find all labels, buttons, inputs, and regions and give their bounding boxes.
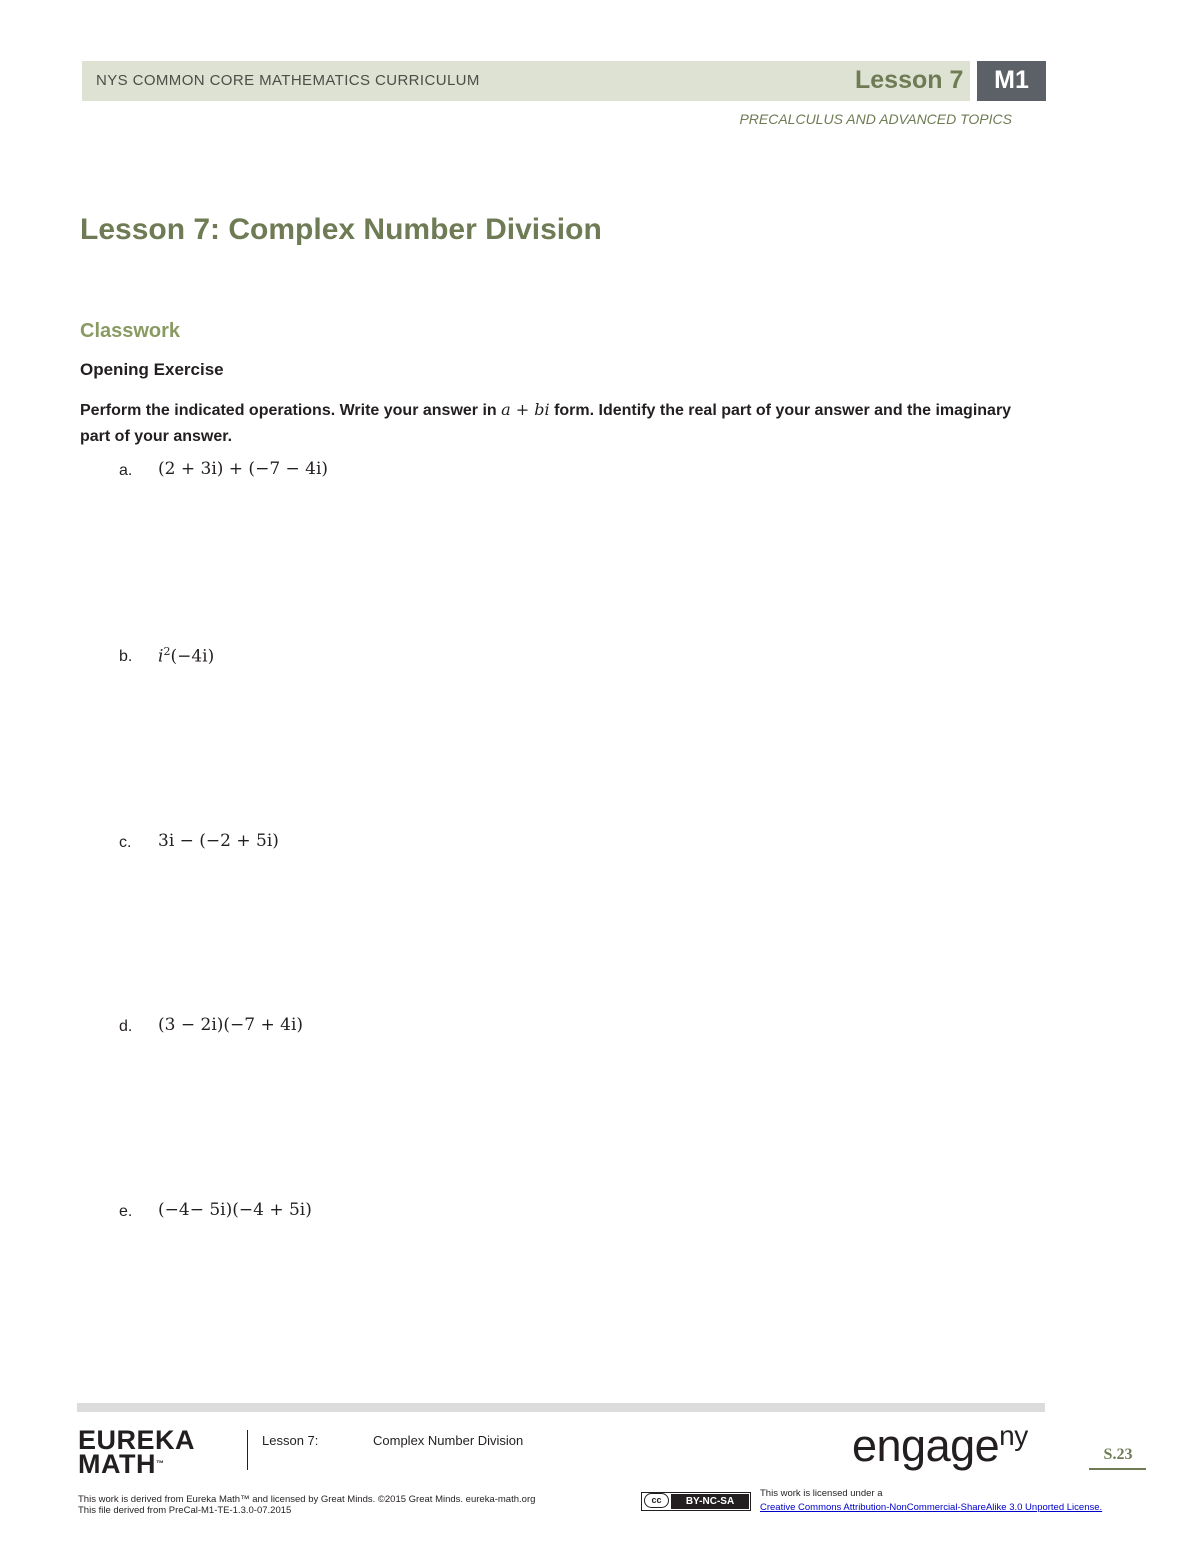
engage-text: engage — [852, 1420, 1000, 1471]
license-link[interactable]: Creative Commons Attribution-NonCommercial-ShareAlike 3.0 Unported License. — [760, 1502, 1103, 1513]
problem-expression: (2 + 3i) + (−7 − 4i) — [158, 459, 329, 479]
instructions-text-1: Perform the indicated operations. Write your answer in — [80, 402, 497, 419]
credit-line: This work is derived from Eureka Math™ and licensed by Great Minds. ©2015 Great Minds. eureka-math.org — [78, 1494, 536, 1505]
cc-icon: cc — [644, 1493, 669, 1508]
problem-expression: 3i − (−2 + 5i) — [158, 831, 279, 851]
instructions-text-2: form. Identify the real part of your answer and the imaginary part of your answer. — [80, 402, 1012, 445]
eureka-math-logo — [78, 1425, 196, 1479]
problem-label: d. — [119, 1018, 133, 1035]
problem-expression — [158, 645, 214, 667]
course-subtitle: PRECALCULUS AND ADVANCED TOPICS — [739, 111, 1012, 127]
problem-expression: (3 − 2i)(−7 + 4i) — [158, 1015, 304, 1035]
exercise-instructions — [80, 397, 1020, 450]
problem-label: c. — [119, 834, 132, 851]
page-title: Lesson 7: Complex Number Division — [80, 213, 602, 246]
exercise-title: Opening Exercise — [80, 360, 224, 379]
module-label: M1 — [994, 66, 1029, 94]
instructions-math: a + bi — [501, 400, 550, 419]
license-intro: This work is licensed under a — [760, 1488, 883, 1499]
problem-label: e. — [119, 1203, 133, 1220]
engage-ny: ny — [999, 1420, 1028, 1451]
problem-label: a. — [119, 462, 133, 479]
logo-trademark: ™ — [155, 1459, 165, 1468]
footer-rule — [77, 1403, 1045, 1412]
page-number-rule — [1089, 1468, 1146, 1470]
engageny-logo — [852, 1420, 1028, 1472]
footer-topic: Complex Number Division — [373, 1433, 524, 1448]
expr-exponent: 2 — [163, 645, 171, 658]
footer-lesson: Lesson 7: — [262, 1433, 319, 1448]
logo-line-1: EUREKA — [78, 1425, 196, 1455]
expr-base: i — [158, 646, 164, 667]
footer-divider — [247, 1430, 248, 1470]
problem-label: b. — [119, 648, 133, 665]
curriculum-name: NYS COMMON CORE MATHEMATICS CURRICULUM — [96, 72, 480, 89]
page-number: S.23 — [1103, 1446, 1133, 1463]
expr-rest: (−4i) — [170, 646, 215, 667]
section-heading: Classwork — [80, 320, 181, 342]
header-lesson: Lesson 7 — [855, 66, 964, 94]
cc-badge-text: BY-NC-SA — [685, 1496, 735, 1507]
logo-line-2: MATH — [78, 1449, 156, 1479]
problem-expression: (−4− 5i)(−4 + 5i) — [158, 1200, 312, 1220]
source-line: This file derived from PreCal-M1-TE-1.3.0-07.2015 — [78, 1505, 292, 1516]
